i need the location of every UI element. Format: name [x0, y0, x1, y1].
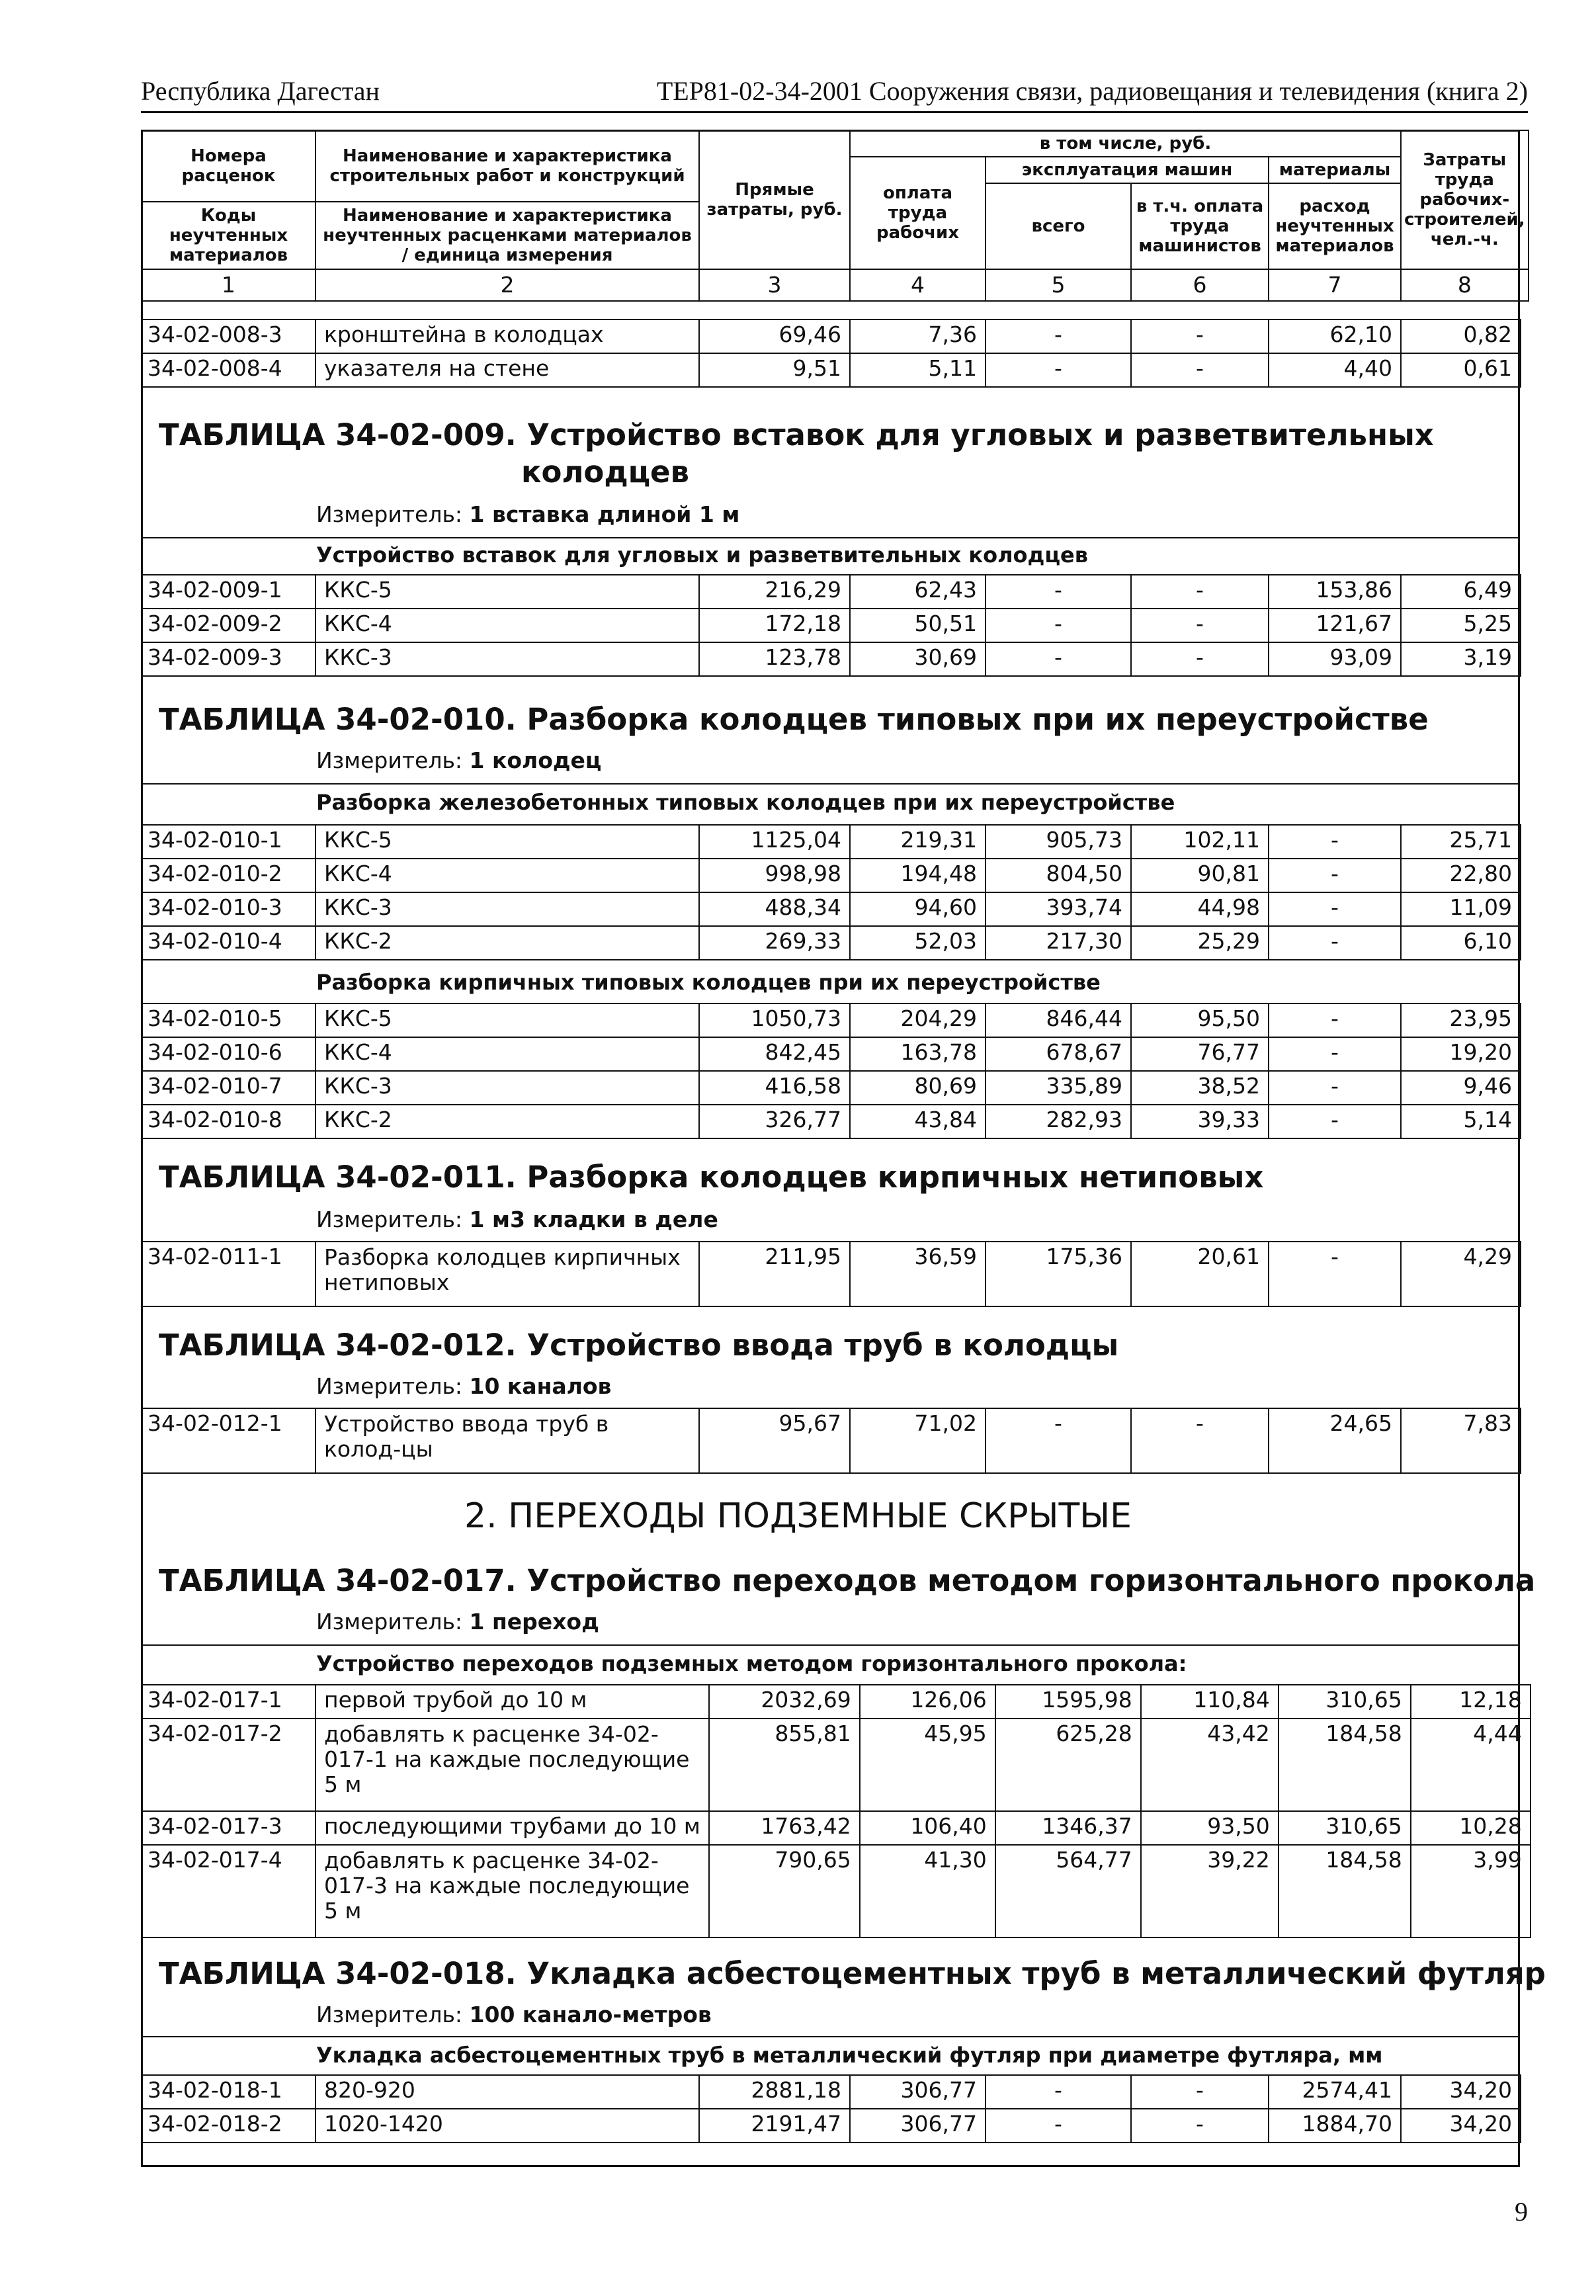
wages: 52,03 [850, 926, 986, 960]
materials: - [1269, 825, 1401, 859]
materials: - [1269, 1105, 1401, 1138]
table-008-rows [141, 319, 1521, 388]
work-name: ККС-5 [315, 1003, 699, 1037]
wages: 71,02 [850, 1408, 986, 1473]
col-unaccounted-materials: расход неучтенных материалов [1269, 183, 1401, 269]
table-row [142, 609, 1521, 642]
work-name: указателя на стене [315, 353, 699, 387]
wages: 43,84 [850, 1105, 986, 1138]
work-name: ККС-2 [315, 926, 699, 960]
direct-costs: 95,67 [699, 1408, 850, 1473]
measure-label: Измеритель: [316, 747, 463, 773]
table-010-rows-1 [141, 824, 1521, 960]
table-011-measure [316, 1207, 718, 1232]
direct-costs: 2881,18 [699, 2075, 850, 2109]
measure-label: Измеритель: [316, 1207, 463, 1232]
wages: 80,69 [850, 1071, 986, 1105]
machines-total: 678,67 [986, 1037, 1131, 1071]
rate-code: 34-02-017-1 [142, 1685, 315, 1719]
work-name: ККС-3 [315, 1071, 699, 1105]
labor-hours: 34,20 [1401, 2075, 1521, 2109]
machinist-wages: 90,81 [1131, 859, 1269, 892]
rate-code: 34-02-012-1 [142, 1408, 315, 1473]
labor-hours: 25,71 [1401, 825, 1521, 859]
rate-code: 34-02-009-2 [142, 609, 315, 642]
table-010-measure [316, 747, 601, 773]
machinist-wages: 95,50 [1131, 1003, 1269, 1037]
work-name: ККС-5 [315, 825, 699, 859]
rate-code: 34-02-010-1 [142, 825, 315, 859]
table-018-group: Укладка асбестоцементных труб в металлический футляр при диаметре футляра, мм [316, 2043, 1383, 2068]
table-017-measure [316, 1609, 599, 1635]
table-009-group: Устройство вставок для угловых и разветвительных колодцев [316, 542, 1088, 568]
rate-code: 34-02-010-7 [142, 1071, 315, 1105]
direct-costs: 269,33 [699, 926, 850, 960]
materials: 1884,70 [1269, 2109, 1401, 2143]
work-name: добавлять к расценке 34-02-017-1 на каждые последующие 5 м [315, 1719, 709, 1811]
col-wages: оплата труда рабочих [850, 157, 986, 269]
col-number: 8 [1401, 269, 1529, 301]
direct-costs: 69,46 [699, 319, 850, 353]
materials: - [1269, 1037, 1401, 1071]
machinist-wages: 76,77 [1131, 1037, 1269, 1071]
materials: 184,58 [1279, 1845, 1411, 1937]
labor-hours: 23,95 [1401, 1003, 1521, 1037]
materials: 2574,41 [1269, 2075, 1401, 2109]
materials: 310,65 [1279, 1811, 1411, 1845]
table-017-rows [141, 1684, 1531, 1938]
col-materials: материалы [1269, 157, 1401, 183]
machinist-wages: - [1131, 642, 1269, 676]
table-row [142, 1071, 1521, 1105]
machines-total: 804,50 [986, 859, 1131, 892]
table-row [142, 353, 1521, 387]
wages: 204,29 [850, 1003, 986, 1037]
wages: 306,77 [850, 2075, 986, 2109]
materials: 24,65 [1269, 1408, 1401, 1473]
machines-total: 905,73 [986, 825, 1131, 859]
materials: 310,65 [1279, 1685, 1411, 1719]
table-row [142, 1037, 1521, 1071]
rate-code: 34-02-010-2 [142, 859, 315, 892]
machines-total: - [986, 319, 1131, 353]
machinist-wages: 110,84 [1141, 1685, 1279, 1719]
col-name-top: Наименование и характеристика строительных работ и конструкций [315, 130, 699, 202]
table-009-rows [141, 574, 1521, 677]
wages: 306,77 [850, 2109, 986, 2143]
direct-costs: 416,58 [699, 1071, 850, 1105]
rate-code: 34-02-008-4 [142, 353, 315, 387]
materials: 121,67 [1269, 609, 1401, 642]
divider [141, 537, 1520, 538]
labor-hours: 3,19 [1401, 642, 1521, 676]
table-011-rows [141, 1241, 1521, 1307]
direct-costs: 216,29 [699, 575, 850, 609]
machinist-wages: - [1131, 2109, 1269, 2143]
direct-costs: 326,77 [699, 1105, 850, 1138]
machines-total: - [986, 1408, 1131, 1473]
work-name: ККС-4 [315, 859, 699, 892]
machines-total: 393,74 [986, 892, 1131, 926]
table-row [142, 1003, 1521, 1037]
table-010-group-2: Разборка кирпичных типовых колодцев при их переустройстве [316, 970, 1101, 995]
machinist-wages: 20,61 [1131, 1242, 1269, 1306]
machinist-wages: 25,29 [1131, 926, 1269, 960]
machinist-wages: - [1131, 353, 1269, 387]
col-code-top: Номера расценок [142, 130, 315, 202]
labor-hours: 34,20 [1401, 2109, 1521, 2143]
rate-code: 34-02-008-3 [142, 319, 315, 353]
table-row [142, 319, 1521, 353]
rate-code: 34-02-010-8 [142, 1105, 315, 1138]
table-012-measure [316, 1373, 611, 1399]
labor-hours: 22,80 [1401, 859, 1521, 892]
work-name: 820-920 [315, 2075, 699, 2109]
direct-costs: 211,95 [699, 1242, 850, 1306]
work-name: первой трубой до 10 м [315, 1685, 709, 1719]
machines-total: - [986, 642, 1131, 676]
direct-costs: 1125,04 [699, 825, 850, 859]
labor-hours: 19,20 [1401, 1037, 1521, 1071]
measure-value: 1 м3 кладки в деле [469, 1207, 718, 1232]
table-010-group-1: Разборка железобетонных типовых колодцев при их переустройстве [316, 790, 1175, 815]
table-017-title: ТАБЛИЦА 34-02-017. Устройство переходов методом горизонтального прокола [159, 1563, 1536, 1598]
wages: 62,43 [850, 575, 986, 609]
machines-total: 282,93 [986, 1105, 1131, 1138]
measure-value: 1 переход [469, 1609, 599, 1635]
table-009-measure [316, 501, 739, 527]
col-number: 7 [1269, 269, 1401, 301]
table-row [142, 575, 1521, 609]
machinist-wages: 39,33 [1131, 1105, 1269, 1138]
direct-costs: 123,78 [699, 642, 850, 676]
work-name: 1020-1420 [315, 2109, 699, 2143]
table-row [142, 2075, 1521, 2109]
machines-total: 564,77 [995, 1845, 1141, 1937]
materials: - [1269, 859, 1401, 892]
section-2-title: 2. ПЕРЕХОДЫ ПОДЗЕМНЫЕ СКРЫТЫЕ [464, 1496, 1132, 1536]
col-number: 3 [699, 269, 850, 301]
col-number: 5 [986, 269, 1131, 301]
rate-code: 34-02-010-4 [142, 926, 315, 960]
labor-hours: 0,61 [1401, 353, 1521, 387]
labor-hours: 6,49 [1401, 575, 1521, 609]
table-row [142, 1811, 1531, 1845]
page-number: 9 [1515, 2197, 1528, 2227]
materials: - [1269, 1003, 1401, 1037]
table-row [142, 859, 1521, 892]
table-010-title: ТАБЛИЦА 34-02-010. Разборка колодцев типовых при их переустройстве [159, 702, 1429, 737]
machinist-wages: 39,22 [1141, 1845, 1279, 1937]
work-name: ККС-3 [315, 642, 699, 676]
wages: 7,36 [850, 319, 986, 353]
table-012-rows [141, 1408, 1521, 1474]
table-row [142, 1408, 1521, 1473]
machinist-wages: - [1131, 575, 1269, 609]
work-name: ККС-4 [315, 1037, 699, 1071]
machines-total: - [986, 575, 1131, 609]
table-012-title: ТАБЛИЦА 34-02-012. Устройство ввода труб в колодцы [159, 1328, 1119, 1363]
measure-value: 1 колодец [469, 747, 602, 773]
labor-hours: 7,83 [1401, 1408, 1521, 1473]
rate-code: 34-02-010-5 [142, 1003, 315, 1037]
measure-value: 10 каналов [469, 1373, 612, 1399]
labor-hours: 10,28 [1411, 1811, 1531, 1845]
labor-hours: 5,14 [1401, 1105, 1521, 1138]
table-010-rows-2 [141, 1003, 1521, 1139]
machines-total: 175,36 [986, 1242, 1131, 1306]
work-name: ККС-4 [315, 609, 699, 642]
rate-code: 34-02-017-3 [142, 1811, 315, 1845]
col-including: в том числе, руб. [850, 130, 1401, 157]
machinist-wages: - [1131, 609, 1269, 642]
materials: - [1269, 892, 1401, 926]
machines-total: - [986, 609, 1131, 642]
col-direct-costs: Прямые затраты, руб. [699, 130, 850, 269]
wages: 36,59 [850, 1242, 986, 1306]
machinist-wages: 44,98 [1131, 892, 1269, 926]
machines-total: 217,30 [986, 926, 1131, 960]
table-row [142, 2109, 1521, 2143]
page-header [141, 71, 1528, 113]
wages: 219,31 [850, 825, 986, 859]
machinist-wages: 43,42 [1141, 1719, 1279, 1811]
measure-value: 1 вставка длиной 1 м [469, 501, 740, 527]
col-machines: эксплуатация машин [986, 157, 1269, 183]
machines-total: 625,28 [995, 1719, 1141, 1811]
rate-code: 34-02-010-6 [142, 1037, 315, 1071]
work-name: ККС-2 [315, 1105, 699, 1138]
machines-total: 335,89 [986, 1071, 1131, 1105]
table-row [142, 1105, 1521, 1138]
header-region: Республика Дагестан [141, 76, 380, 106]
direct-costs: 1050,73 [699, 1003, 850, 1037]
table-row [142, 1242, 1521, 1306]
wages: 163,78 [850, 1037, 986, 1071]
materials: 93,09 [1269, 642, 1401, 676]
measure-label: Измеритель: [316, 2002, 463, 2027]
divider [141, 2036, 1520, 2037]
table-017-group: Устройство переходов подземных методом горизонтального прокола: [316, 1651, 1187, 1676]
machinist-wages: 38,52 [1131, 1071, 1269, 1105]
rate-code: 34-02-011-1 [142, 1242, 315, 1306]
labor-hours: 9,46 [1401, 1071, 1521, 1105]
machinist-wages: - [1131, 319, 1269, 353]
wages: 94,60 [850, 892, 986, 926]
labor-hours: 11,09 [1401, 892, 1521, 926]
col-code-bottom: Коды неучтенных материалов [142, 202, 315, 269]
col-name-bottom: Наименование и характеристика неучтенных расценками материалов / единица измерения [315, 202, 699, 269]
table-018-rows [141, 2074, 1521, 2143]
materials: - [1269, 1242, 1401, 1306]
measure-label: Измеритель: [316, 1373, 463, 1399]
table-009-title-line2: колодцев [521, 454, 690, 489]
work-name: добавлять к расценке 34-02-017-3 на каждые последующие 5 м [315, 1845, 709, 1937]
wages: 194,48 [850, 859, 986, 892]
table-row [142, 1845, 1531, 1937]
wages: 30,69 [850, 642, 986, 676]
wages: 50,51 [850, 609, 986, 642]
direct-costs: 1763,42 [709, 1811, 860, 1845]
rate-code: 34-02-018-2 [142, 2109, 315, 2143]
rate-code: 34-02-017-4 [142, 1845, 315, 1937]
materials: 4,40 [1269, 353, 1401, 387]
wages: 41,30 [860, 1845, 995, 1937]
work-name: Разборка колодцев кирпичных нетиповых [315, 1242, 699, 1306]
table-018-measure [316, 2002, 712, 2027]
direct-costs: 488,34 [699, 892, 850, 926]
machinist-wages: 102,11 [1131, 825, 1269, 859]
machinist-wages: - [1131, 1408, 1269, 1473]
col-number: 1 [142, 269, 315, 301]
measure-label: Измеритель: [316, 1609, 463, 1635]
wages: 106,40 [860, 1811, 995, 1845]
machines-total: 1346,37 [995, 1811, 1141, 1845]
machines-total: 846,44 [986, 1003, 1131, 1037]
machinist-wages: 93,50 [1141, 1811, 1279, 1845]
col-number: 6 [1131, 269, 1269, 301]
rate-code: 34-02-018-1 [142, 2075, 315, 2109]
rate-code: 34-02-009-1 [142, 575, 315, 609]
rate-code: 34-02-009-3 [142, 642, 315, 676]
machinist-wages: - [1131, 2075, 1269, 2109]
labor-hours: 0,82 [1401, 319, 1521, 353]
labor-hours: 12,18 [1411, 1685, 1531, 1719]
labor-hours: 4,29 [1401, 1242, 1521, 1306]
work-name: последующими трубами до 10 м [315, 1811, 709, 1845]
direct-costs: 998,98 [699, 859, 850, 892]
col-machinist-wages: в т.ч. оплата труда машинистов [1131, 183, 1269, 269]
col-machines-total: всего [986, 183, 1131, 269]
materials: - [1269, 1071, 1401, 1105]
wages: 126,06 [860, 1685, 995, 1719]
col-number: 4 [850, 269, 986, 301]
materials: 184,58 [1279, 1719, 1411, 1811]
table-018-title: ТАБЛИЦА 34-02-018. Укладка асбестоцементных труб в металлический футляр [159, 1956, 1546, 1991]
table-row [142, 825, 1521, 859]
materials: - [1269, 926, 1401, 960]
col-number: 2 [315, 269, 699, 301]
machines-total: - [986, 353, 1131, 387]
table-row [142, 1685, 1531, 1719]
divider [141, 783, 1520, 785]
labor-hours: 4,44 [1411, 1719, 1531, 1811]
labor-hours: 3,99 [1411, 1845, 1531, 1937]
work-name: кронштейна в колодцах [315, 319, 699, 353]
labor-hours: 6,10 [1401, 926, 1521, 960]
direct-costs: 172,18 [699, 609, 850, 642]
table-009-title-line1: ТАБЛИЦА 34-02-009. Устройство вставок для угловых и разветвительных [159, 417, 1434, 452]
wages: 5,11 [850, 353, 986, 387]
work-name: Устройство ввода труб в колод-цы [315, 1408, 699, 1473]
machines-total: - [986, 2109, 1131, 2143]
table-row [142, 642, 1521, 676]
direct-costs: 9,51 [699, 353, 850, 387]
table-row [142, 926, 1521, 960]
rate-code: 34-02-017-2 [142, 1719, 315, 1811]
materials: 62,10 [1269, 319, 1401, 353]
rate-code: 34-02-010-3 [142, 892, 315, 926]
materials: 153,86 [1269, 575, 1401, 609]
table-row [142, 1719, 1531, 1811]
labor-hours: 5,25 [1401, 609, 1521, 642]
direct-costs: 2032,69 [709, 1685, 860, 1719]
column-header [141, 130, 1529, 302]
wages: 45,95 [860, 1719, 995, 1811]
direct-costs: 790,65 [709, 1845, 860, 1937]
table-011-title: ТАБЛИЦА 34-02-011. Разборка колодцев кирпичных нетиповых [159, 1160, 1264, 1195]
table-row [142, 892, 1521, 926]
divider [141, 1644, 1520, 1646]
machines-total: 1595,98 [995, 1685, 1141, 1719]
work-name: ККС-5 [315, 575, 699, 609]
col-labor-hours: Затраты труда рабочих-строителей, чел.-ч. [1401, 130, 1529, 269]
machines-total: - [986, 2075, 1131, 2109]
measure-value: 100 канало-метров [469, 2002, 712, 2027]
measure-label: Измеритель: [316, 501, 463, 527]
direct-costs: 842,45 [699, 1037, 850, 1071]
direct-costs: 2191,47 [699, 2109, 850, 2143]
work-name: ККС-3 [315, 892, 699, 926]
table-009-title [159, 417, 1434, 491]
direct-costs: 855,81 [709, 1719, 860, 1811]
header-document-title: ТЕР81-02-34-2001 Сооружения связи, радиовещания и телевидения (книга 2) [656, 76, 1528, 106]
